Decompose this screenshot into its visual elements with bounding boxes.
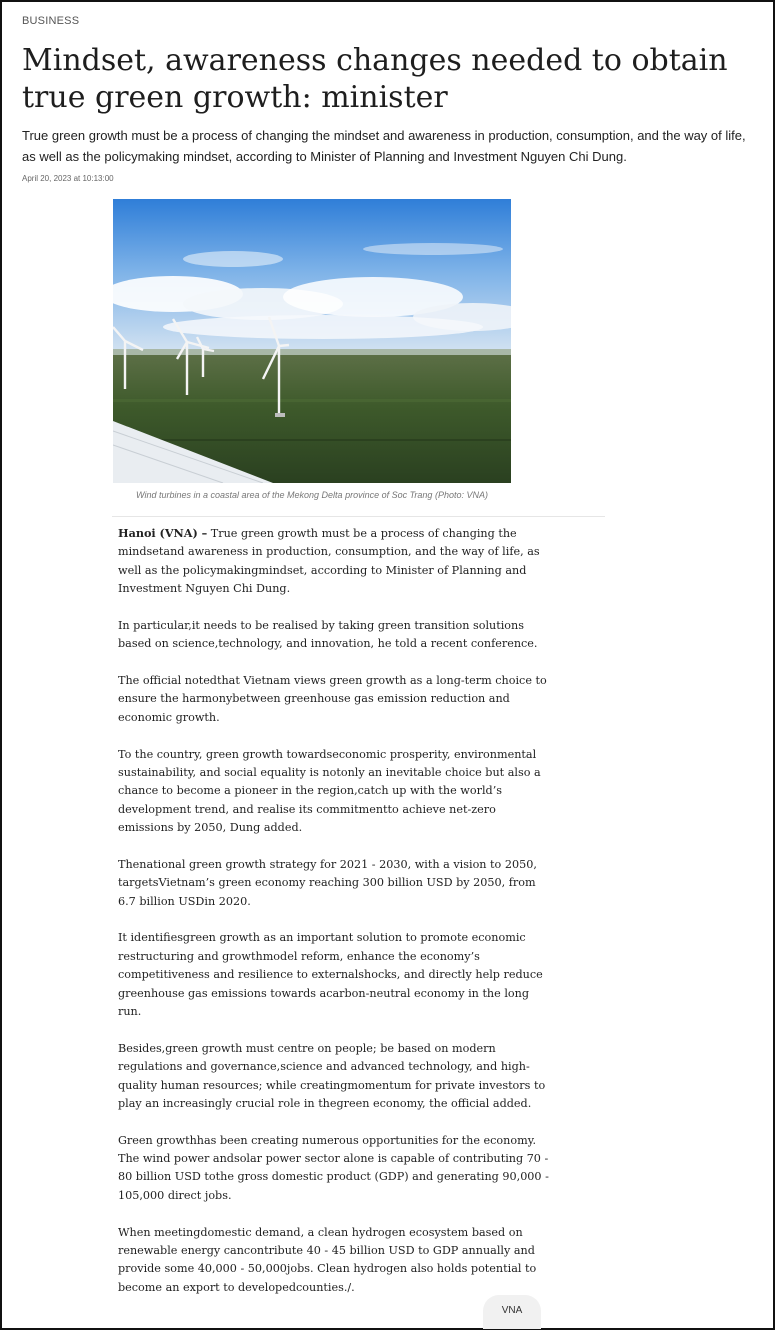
dateline: Hanoi (VNA) – [118, 526, 208, 540]
category-label[interactable]: BUSINESS [22, 15, 80, 27]
article-body [118, 524, 550, 1315]
article-photo [113, 199, 511, 483]
publish-date: April 20, 2023 at 10:13:00 [22, 174, 114, 183]
image-caption: Wind turbines in a coastal area of the Mekong Delta province of Soc Trang (Photo: VNA) [136, 490, 488, 500]
article-summary: True green growth must be a process of changing the mindset and awareness in production, consumption, and the way of life, as well as the policymaking mindset, according to Minister of Planning and Investment Nguyen Chi Dung. [22, 128, 746, 164]
divider [112, 516, 605, 517]
source-badge[interactable]: VNA [483, 1295, 541, 1329]
paragraph: Green growthhas been creating numerous opportunities for the economy. The wind power andsolar power sector alone is capable of contributing 70 - 80 billion USD tothe gross domestic product (GDP) and generating 90,000 - 105,000 direct jobs. [118, 1133, 549, 1202]
paragraph: It identifiesgreen growth as an important solution to promote economic restructuring and growthmodel reform, enhance the economy’s competitiveness and resilience to externalshocks, and directly help reduce greenhouse gas emissions towards acarbon-neutral economy in the long run. [118, 931, 543, 1019]
paragraph: To the country, green growth towardseconomic prosperity, environmental sustainability, and social equality is notonly an inevitable choice but also a chance to become a pioneer in the region,catch up with the world’s development trend, and realise its commitmentto achieve net-zero emissions by 2050, Dung added. [118, 747, 541, 835]
paragraph: In particular,it needs to be realised by taking green transition solutions based on science,technology, and innovation, he told a recent conference. [118, 618, 538, 651]
paragraph: The official notedthat Vietnam views green growth as a long-term choice to ensure the harmonybetween greenhouse gas emission reduction and economic growth. [118, 674, 547, 724]
paragraph: Besides,green growth must centre on people; be based on modern regulations and governance,science and advanced technology, and high-quality human resources; while creatingmomentum for private investors to play an increasingly crucial role in thegreen economy, the official added. [118, 1041, 546, 1110]
paragraph: Thenational green growth strategy for 2021 - 2030, with a vision to 2050, targetsVietnam’s green economy reaching 300 billion USD by 2050, from 6.7 billion USDin 2020. [118, 857, 537, 908]
paragraph: Hanoi (VNA) – True green growth must be a process of changing the mindsetand awareness in production, consumption, and the way of life, as well as the policymakingmindset, according to Minister of Planning and Investment Nguyen Chi Dung. [118, 526, 540, 596]
article-title: Mindset, awareness changes needed to obtain true green growth: minister [22, 43, 728, 115]
paragraph: When meetingdomestic demand, a clean hydrogen ecosystem based on renewable energy cancontribute 40 - 45 billion USD to GDP annually and provide some 40,000 - 50,000jobs. Clean hydrogen also holds potential to become an export to developedcounties./. [118, 1225, 537, 1294]
